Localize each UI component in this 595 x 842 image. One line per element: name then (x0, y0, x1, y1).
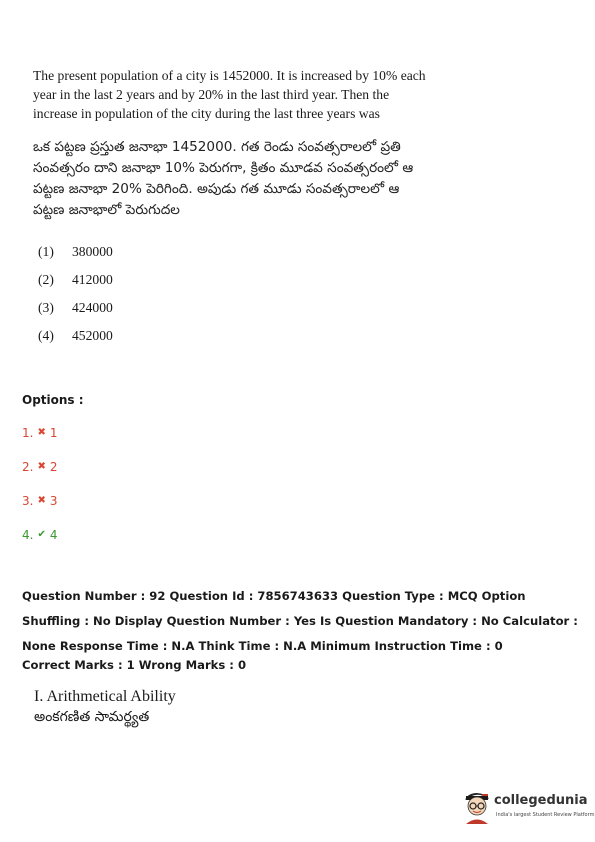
option-label: 4. (22, 528, 34, 542)
choice-number: (4) (38, 328, 54, 343)
answer-choices (38, 244, 113, 356)
option-label: 1. (22, 426, 34, 440)
choice-value: 380000 (72, 244, 113, 259)
question-text-english: The present population of a city is 1452000. It is increased by 10% each year in the last 2 years and by 20% in the last third year. Then the increase in population of the city during the last three years was (33, 68, 426, 121)
student-avatar-icon (460, 788, 494, 826)
cross-icon: ✖ (37, 495, 46, 506)
choice-number: (2) (38, 272, 54, 287)
choice-item (38, 328, 113, 356)
choice-item (38, 244, 113, 272)
choice-value: 452000 (72, 328, 113, 343)
option-item (22, 426, 57, 460)
options-heading: Options : (22, 393, 84, 407)
section-title-telugu: అంకగణిత సామర్థ్యత (34, 709, 150, 725)
brand-name: collegedunia (494, 793, 588, 808)
collegedunia-logo (460, 788, 595, 828)
option-value: 2 (49, 460, 58, 474)
choice-value: 424000 (72, 300, 113, 315)
option-item (22, 494, 57, 528)
choice-item (38, 300, 113, 328)
question-metadata: Question Number : 92 Question Id : 7856743633 Question Type : MCQ Option Shuffling : No Display Question Number : Yes Is Question Mandatory : No Calculator : None Response Time : N.A Think Time : N.A Minimum Instruction Time : 0 (22, 589, 578, 653)
option-value: 1 (49, 426, 58, 440)
check-icon: ✔ (37, 529, 46, 540)
choice-number: (1) (38, 244, 54, 259)
options-list (22, 426, 57, 562)
option-item (22, 460, 57, 494)
option-item-correct (22, 528, 57, 562)
option-label: 2. (22, 460, 34, 474)
option-value: 3 (49, 494, 58, 508)
choice-number: (3) (38, 300, 54, 315)
choice-value: 412000 (72, 272, 113, 287)
cross-icon: ✖ (37, 461, 46, 472)
option-value: 4 (49, 528, 58, 542)
marks-info: Correct Marks : 1 Wrong Marks : 0 (22, 658, 247, 672)
cross-icon: ✖ (37, 427, 46, 438)
option-label: 3. (22, 494, 34, 508)
section-heading (34, 687, 176, 727)
section-title-english: I. Arithmetical Ability (34, 688, 176, 705)
brand-tagline: India's largest Student Review Platform (496, 812, 595, 818)
choice-item (38, 272, 113, 300)
question-text-telugu: ఒక పట్టణ ప్రస్తుత జనాభా 1452000. గత రెండు సంవత్సరాలలో ప్రతి సంవత్సరం దాని జనాభా 10% పెరుగగా, క్రితం మూడవ సంవత్సరంలో ఆ పట్టణ జనాభా 20% పెరిగింది. అపుడు గత మూడు సంవత్సరాలలో ఆ పట్టణ జనాభాలో పెరుగుదల (33, 139, 414, 218)
